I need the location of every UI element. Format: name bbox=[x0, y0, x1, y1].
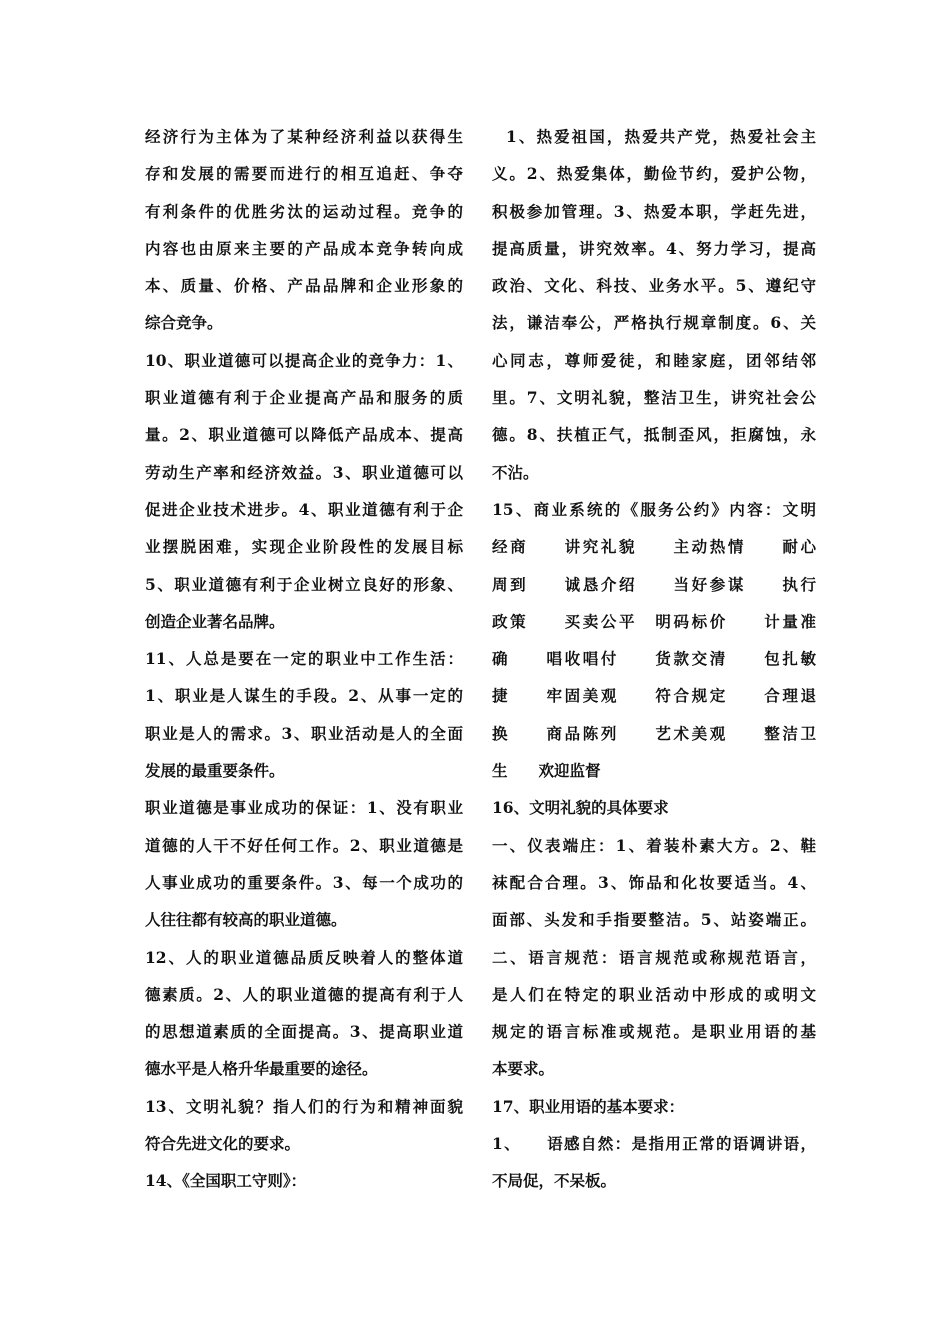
text-line: 义。2、热爱集体，勤俭节约，爱护公物， bbox=[492, 164, 816, 184]
text-line: 17、职业用语的基本要求： bbox=[492, 1096, 685, 1116]
text-line: 1、 语感自然：是指用正常的语调讲语， bbox=[492, 1134, 816, 1154]
text-line: 10、职业道德可以提高企业的竞争力：1、 bbox=[145, 350, 463, 370]
text-line: 袜配合合理。3、饰品和化妆要适当。4、 bbox=[492, 872, 816, 892]
text-line: 14、《全国职工守则》： bbox=[145, 1171, 307, 1191]
text-line: 心同志，尊师爱徒，和睦家庭，团邻结邻 bbox=[492, 350, 816, 370]
text-line: 劳动生产率和经济效益。3、职业道德可以 bbox=[145, 462, 463, 482]
text-line: 二、语言规范：语言规范或称规范语言， bbox=[492, 947, 816, 967]
text-line: 德。8、扶植正气，抵制歪风，拒腐蚀，永 bbox=[492, 425, 816, 445]
text-line: 符合先进文化的要求。 bbox=[145, 1134, 301, 1154]
text-line: 是人们在特定的职业活动中形成的或明文 bbox=[492, 984, 816, 1004]
text-line: 法，谦洁奉公，严格执行规章制度。6、关 bbox=[492, 313, 816, 333]
text-line: 生 欢迎监督 bbox=[492, 761, 601, 781]
text-line: 政治、文化、科技、业务水平。5、遵纪守 bbox=[492, 276, 816, 296]
text-line: 确 唱收唱付 货款交清 包扎敏 bbox=[492, 649, 816, 669]
text-line: 政策 买卖公平 明码标价 计量准 bbox=[492, 611, 816, 631]
text-line: 内容也由原来主要的产品成本竞争转向成 bbox=[145, 238, 463, 258]
text-line: 12、人的职业道德品质反映着人的整体道 bbox=[145, 947, 463, 967]
text-line: 换 商品陈列 艺术美观 整洁卫 bbox=[492, 723, 816, 743]
text-line: 存和发展的需要而进行的相互追赶、争夺 bbox=[145, 164, 463, 184]
right-text-column bbox=[492, 118, 816, 1200]
left-text-column bbox=[145, 118, 463, 1200]
text-line: 的思想道素质的全面提高。3、提高职业道 bbox=[145, 1022, 463, 1042]
text-line: 13、文明礼貌？指人们的行为和精神面貌 bbox=[145, 1096, 463, 1116]
text-line: 职业道德有利于企业提高产品和服务的质 bbox=[145, 388, 463, 408]
text-line: 规定的语言标准或规范。是职业用语的基 bbox=[492, 1022, 816, 1042]
text-line: 5、职业道德有利于企业树立良好的形象、 bbox=[145, 574, 463, 594]
text-line: 经商 讲究礼貌 主动热情 耐心 bbox=[492, 537, 816, 557]
text-line: 德素质。2、人的职业道德的提高有利于人 bbox=[145, 984, 463, 1004]
text-line: 职业是人的需求。3、职业活动是人的全面 bbox=[145, 723, 463, 743]
text-line: 职业道德是事业成功的保证：1、没有职业 bbox=[145, 798, 463, 818]
text-line: 有利条件的优胜劣汰的运动过程。竞争的 bbox=[145, 201, 463, 221]
text-line: 不局促，不呆板。 bbox=[492, 1171, 617, 1191]
text-line: 创造企业著名品牌。 bbox=[145, 611, 285, 631]
text-line: 综合竞争。 bbox=[145, 313, 223, 333]
text-line: 促进企业技术进步。4、职业道德有利于企 bbox=[145, 499, 463, 519]
text-line: 15、商业系统的《服务公约》内容：文明 bbox=[492, 499, 816, 519]
text-line: 16、文明礼貌的具体要求 bbox=[492, 798, 669, 818]
text-line: 道德的人干不好任何工作。2、职业道德是 bbox=[145, 835, 463, 855]
text-line: 面部、头发和手指要整洁。5、站姿端正。 bbox=[492, 910, 816, 930]
text-line: 周到 诚恳介绍 当好参谋 执行 bbox=[492, 574, 816, 594]
text-line: 本、质量、价格、产品品牌和企业形象的 bbox=[145, 276, 463, 296]
text-line: 里。7、文明礼貌，整洁卫生，讲究社会公 bbox=[492, 388, 816, 408]
text-line: 发展的最重要条件。 bbox=[145, 761, 285, 781]
text-line: 人往往都有较高的职业道德。 bbox=[145, 910, 347, 930]
text-line: 提高质量，讲究效率。4、努力学习，提高 bbox=[492, 238, 816, 258]
text-line: 人事业成功的重要条件。3、每一个成功的 bbox=[145, 872, 463, 892]
text-line: 11、人总是要在一定的职业中工作生活： bbox=[145, 649, 463, 669]
text-line: 业摆脱困难，实现企业阶段性的发展目标 bbox=[145, 537, 463, 557]
text-line: 1、职业是人谋生的手段。2、从事一定的 bbox=[145, 686, 463, 706]
text-line: 经济行为主体为了某种经济利益以获得生 bbox=[145, 127, 463, 146]
text-line: 1、热爱祖国，热爱共产党，热爱社会主 bbox=[506, 127, 816, 146]
text-line: 积极参加管理。3、热爱本职，学赶先进， bbox=[492, 201, 816, 221]
text-line: 德水平是人格升华最重要的途径。 bbox=[145, 1059, 378, 1079]
text-line: 捷 牢固美观 符合规定 合理退 bbox=[492, 686, 816, 706]
text-line: 不沾。 bbox=[492, 462, 539, 482]
text-line: 本要求。 bbox=[492, 1059, 555, 1079]
text-line: 量。2、职业道德可以降低产品成本、提高 bbox=[145, 425, 463, 445]
text-line: 一、仪表端庄：1、着装朴素大方。2、鞋 bbox=[492, 835, 816, 855]
